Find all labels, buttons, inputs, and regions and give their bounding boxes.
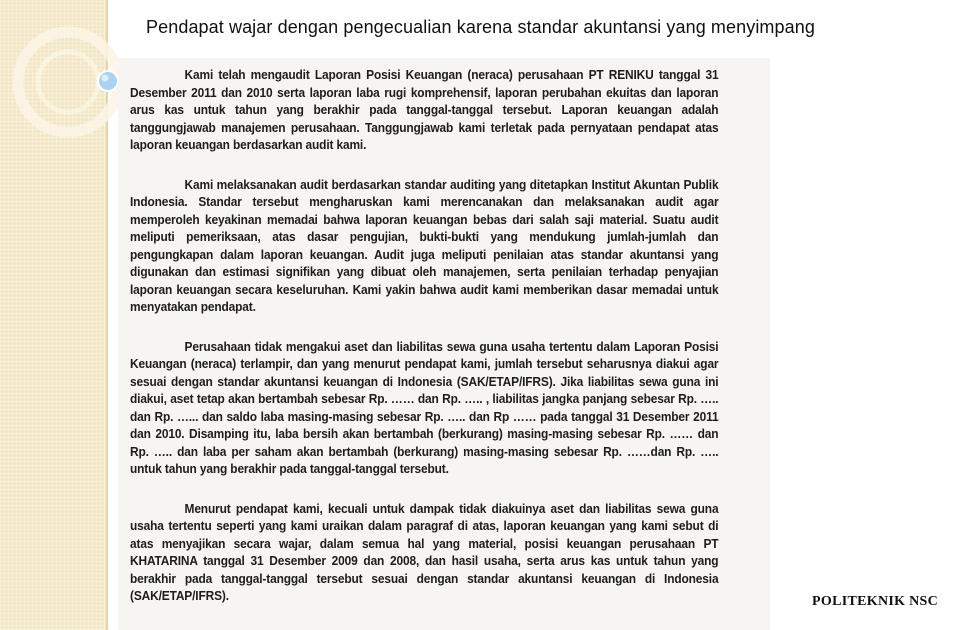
paragraph-scope: Kami telah mengaudit Laporan Posisi Keuangan (neraca) perusahaan PT RENIKU tanggal 31 Desember 2011 dan 2010 serta laporan laba rugi komprehensif, laporan perubahan ekuitas dan laporan arus kas untuk tahun yang berakhir pada tanggal-tanggal tersebut. Laporan keuangan adalah tanggungjawab manajemen perusahaan. Tanggungjawab kami terletak pada pernyataan pendapat atas laporan keuangan berdasarkan audit kami. (130, 68, 719, 152)
paragraph-exception: Perusahaan tidak mengakui aset dan liabilitas sewa guna usaha tertentu dalam Laporan Posisi Keuangan (neraca) terlampir, dan yang menurut pendapat kami, jumlah tersebut seharusnya diakui agar sesuai dengan standar akuntansi keuangan di Indonesia (SAK/ETAP/IFRS). Jika liabilitas sewa guna ini diakui, aset tetap akan bertambah sebesar Rp. …… dan Rp. ….. , liabilitas jangka panjang sebesar Rp. ….. dan Rp. …... dan saldo laba masing-masing sebesar Rp. ….. dan Rp …… pada tanggal 31 Desember 2011 dan 2010. Disamping itu, laba bersih akan bertambah (berkurang) masing-masing sebesar Rp. …… dan Rp. ….. dan laba per saham akan bertambah (berkurang) masing-masing sebesar Rp. ……dan Rp. ….. untuk tahun yang berakhir pada tanggal-tanggal tersebut. (130, 339, 719, 476)
audit-report-text (130, 67, 718, 628)
paragraph-audit-standards: Kami melaksanakan audit berdasarkan standar auditing yang ditetapkan Institut Akuntan Publik Indonesia. Standar tersebut mengharuskan kami merencanakan dan melaksanakan audit agar memperoleh keyakinan memadai bahwa laporan keuangan bebas dari salah saji material. Suatu audit meliputi pemeriksaan, atas dasar pengujian, bukti-bukti yang mendukung jumlah-jumlah dan pengungkapan dalam laporan keuangan. Audit juga meliputi penilaian atas standar akuntansi yang digunakan dan estimasi signifikan yang dibuat oleh manajemen, serta penilaian terhadap penyajian laporan keuangan secara keseluruhan. Kami yakin bahwa audit kami memberikan dasar memadai untuk menyatakan pendapat. (130, 177, 719, 314)
scanned-audit-report (118, 58, 770, 630)
decorative-ring-inner (38, 52, 98, 112)
slide-title: Pendapat wajar dengan pengecualian karena standar akuntansi yang menyimpang (146, 17, 815, 37)
paragraph-opinion: Menurut pendapat kami, kecuali untuk dampak tidak diakuinya aset dan liabilitas sewa guna usaha tertentu seperti yang kami uraikan dalam paragraf di atas, laporan keuangan yang kami sebut di atas menyajikan secara wajar, dalam semua hal yang material, posisi keuangan perusahaan PT KHATARINA tanggal 31 Desember 2009 dan 2008, dan hasil usaha, serta arus kas untuk tahun yang berakhir pada tanggal-tanggal tersebut sesuai dengan standar akuntansi keuangan di Indonesia (SAK/ETAP/IFRS). (130, 501, 719, 603)
footer-institution: POLITEKNIK NSC (812, 594, 938, 609)
bullet-dot-highlight (102, 75, 109, 82)
bullet-dot-icon (98, 71, 118, 91)
